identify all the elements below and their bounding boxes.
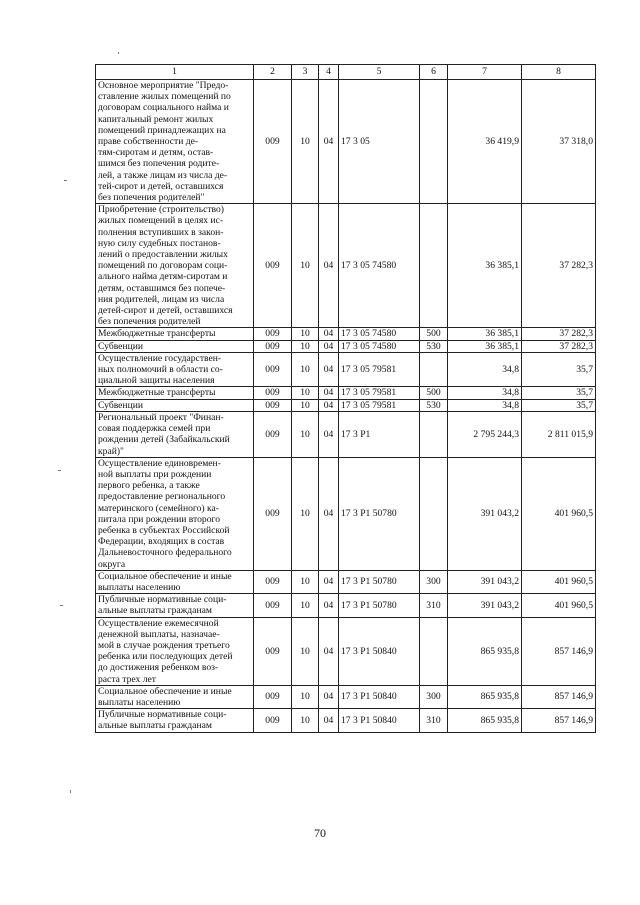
item-name-line: питала при рождении второго [98,513,220,525]
item-name-line: Публичные нормативные соци- [98,594,227,606]
cell-section: 10 [292,457,319,570]
cell-expense-type: 300 [420,685,448,708]
table-row [96,457,596,570]
cell-expense-type: 530 [420,340,448,352]
item-name-line: ния родителей, лицам из числа [98,293,225,305]
cell-ministry-code: 009 [254,594,292,617]
cell-amount-year2: 857 146,9 [522,617,596,685]
table-row [96,204,596,328]
cell-expense-type: 300 [420,570,448,593]
table-row [96,411,596,457]
item-name-line: тей-сирот и детей, оставшихся [98,180,224,192]
cell-subsection: 04 [319,399,339,411]
item-name-line: мой в случае рождения третьего [98,639,230,651]
cell-subsection: 04 [319,570,339,593]
cell-amount-year2: 857 146,9 [522,685,596,708]
cell-section: 10 [292,340,319,352]
cell-target-article: 17 3 05 74580 [339,204,420,328]
item-name-line: полнения вступивших в закон- [98,226,224,238]
column-header: 2 [254,65,292,80]
cell-expense-type [420,411,448,457]
cell-item-name [96,328,254,340]
cell-section: 10 [292,709,319,732]
cell-section: 10 [292,204,319,328]
cell-amount-year1: 36 385,1 [448,328,522,340]
item-name-line: материнского (семейного) ка- [98,502,219,514]
cell-ministry-code: 009 [254,709,292,732]
item-name-line: Приобретение (строительство) [98,204,224,216]
item-name-line: детям, оставшимся без попече- [98,282,226,294]
cell-ministry-code: 009 [254,411,292,457]
cell-subsection: 04 [319,685,339,708]
item-name-line: без попечения родителей [98,316,201,328]
item-name-line: без попечения родителей" [98,192,205,204]
cell-expense-type [420,457,448,570]
cell-amount-year1: 391 043,2 [448,570,522,593]
cell-subsection: 04 [319,411,339,457]
cell-target-article: 17 3 05 [339,80,420,204]
item-name-line: Субвенции [98,399,143,411]
cell-ministry-code: 009 [254,352,292,387]
cell-subsection: 04 [319,340,339,352]
column-header: 3 [292,65,319,80]
cell-amount-year1: 36 385,1 [448,340,522,352]
item-name-line: праве собственности де- [98,136,199,148]
cell-ministry-code: 009 [254,387,292,399]
cell-ministry-code: 009 [254,617,292,685]
scan-speck [58,470,61,471]
item-name-line: ной выплаты при рождении [98,468,212,480]
cell-ministry-code: 009 [254,685,292,708]
cell-subsection: 04 [319,204,339,328]
cell-target-article: 17 3 05 79581 [339,387,420,399]
cell-ministry-code: 009 [254,399,292,411]
table-row [96,617,596,685]
cell-amount-year1: 865 935,8 [448,685,522,708]
item-name-line: Основное мероприятие "Предо- [98,80,229,91]
item-name-line: ную силу судебных постанов- [98,237,221,249]
item-name-line: выплаты населению [98,581,181,593]
cell-ministry-code: 009 [254,204,292,328]
column-header: 5 [339,65,420,80]
item-name-line: Осуществление государствен- [98,352,222,364]
cell-target-article: 17 3 Р1 50840 [339,709,420,732]
cell-target-article: 17 3 Р1 [339,411,420,457]
cell-subsection: 04 [319,80,339,204]
cell-amount-year2: 37 282,3 [522,340,596,352]
item-name-line: ребенка в субъектах Российской [98,524,230,536]
cell-amount-year2: 857 146,9 [522,709,596,732]
cell-expense-type: 310 [420,709,448,732]
cell-subsection: 04 [319,617,339,685]
cell-ministry-code: 009 [254,80,292,204]
cell-expense-type: 530 [420,399,448,411]
cell-target-article: 17 3 05 74580 [339,340,420,352]
cell-amount-year1: 865 935,8 [448,709,522,732]
item-name-line: лений о предоставлении жилых [98,249,228,261]
cell-subsection: 04 [319,352,339,387]
budget-table [95,64,596,733]
cell-expense-type [420,352,448,387]
cell-section: 10 [292,685,319,708]
item-name-line: лей, а также лицам из числа де- [98,169,228,181]
cell-target-article: 17 3 Р1 50780 [339,457,420,570]
cell-expense-type: 500 [420,328,448,340]
scan-speck [60,605,63,606]
cell-amount-year2: 35,7 [522,399,596,411]
cell-item-name [96,399,254,411]
cell-subsection: 04 [319,709,339,732]
cell-amount-year1: 34,8 [448,387,522,399]
item-name-line: альные выплаты гражданам [98,605,212,617]
scan-speck [118,52,119,54]
item-name-line: Межбюджетные трансферты [98,328,216,340]
cell-expense-type [420,617,448,685]
column-header: 7 [448,65,522,80]
item-name-line: помещений принадлежащих на [98,124,226,136]
cell-item-name [96,204,254,328]
cell-section: 10 [292,399,319,411]
item-name-line: Дальневосточного федерального [98,547,232,559]
item-name-line: Межбюджетные трансферты [98,387,216,399]
item-name-line: ставление жилых помещений по [98,91,231,103]
cell-item-name [96,594,254,617]
table-row [96,709,596,732]
cell-item-name [96,685,254,708]
cell-amount-year1: 391 043,2 [448,457,522,570]
cell-target-article: 17 3 05 74580 [339,328,420,340]
item-name-line: Осуществление единовремен- [98,457,221,469]
cell-target-article: 17 3 Р1 50780 [339,594,420,617]
cell-item-name [96,570,254,593]
scan-speck [70,790,71,793]
table-body [96,80,596,733]
cell-amount-year2: 401 960,5 [522,457,596,570]
item-name-line: Социальное обеспечение и иные [98,685,232,697]
item-name-line: ального найма детям-сиротам и [98,271,228,283]
cell-target-article: 17 3 Р1 50780 [339,570,420,593]
cell-item-name [96,340,254,352]
item-name-line: ных полномочий в области со- [98,364,223,376]
item-name-line: ребенка или последующих детей [98,651,233,663]
item-name-line: предоставление регионального [98,491,226,503]
cell-ministry-code: 009 [254,328,292,340]
item-name-line: первого ребенка, а также [98,480,200,492]
table-row [96,685,596,708]
cell-target-article: 17 3 Р1 50840 [339,685,420,708]
item-name-line: детей-сирот и детей, оставшихся [98,305,233,317]
cell-amount-year1: 2 795 244,3 [448,411,522,457]
item-name-line: жилых помещений в целях ис- [98,215,224,227]
cell-expense-type [420,204,448,328]
cell-item-name [96,411,254,457]
cell-item-name [96,387,254,399]
cell-subsection: 04 [319,387,339,399]
cell-amount-year1: 36 385,1 [448,204,522,328]
table-row [96,570,596,593]
item-name-line: рождении детей (Забайкальский [98,434,230,446]
cell-ministry-code: 009 [254,457,292,570]
cell-item-name [96,352,254,387]
table-row [96,387,596,399]
table-header-row [96,65,596,80]
cell-amount-year2: 401 960,5 [522,594,596,617]
cell-target-article: 17 3 Р1 50840 [339,617,420,685]
cell-subsection: 04 [319,457,339,570]
cell-amount-year1: 865 935,8 [448,617,522,685]
cell-amount-year2: 37 282,3 [522,328,596,340]
cell-section: 10 [292,411,319,457]
cell-amount-year1: 391 043,2 [448,594,522,617]
item-name-line: Социальное обеспечение и иные [98,570,232,582]
cell-section: 10 [292,80,319,204]
cell-expense-type: 500 [420,387,448,399]
cell-ministry-code: 009 [254,570,292,593]
item-name-line: Осуществление ежемесячной [98,617,219,629]
cell-section: 10 [292,594,319,617]
item-name-line: тям-сиротам и детям, остав- [98,147,214,159]
item-name-line: раста трех лет [98,673,156,685]
item-name-line: Субвенции [98,340,143,352]
item-name-line: договорам социального найма и [98,102,229,114]
table-row [96,594,596,617]
item-name-line: циальной защиты населения [98,375,215,387]
cell-amount-year1: 34,8 [448,399,522,411]
item-name-line: выплаты населению [98,696,181,708]
table-row [96,80,596,204]
column-header: 6 [420,65,448,80]
cell-section: 10 [292,570,319,593]
cell-item-name [96,80,254,204]
item-name-line: совая поддержка семей при [98,423,211,435]
table-row [96,328,596,340]
item-name-line: Региональный проект "Финан- [98,411,224,423]
column-header: 1 [96,65,254,80]
item-name-line: край)" [98,445,124,457]
cell-amount-year2: 37 282,3 [522,204,596,328]
item-name-line: до достижения ребенком воз- [98,662,219,674]
cell-amount-year2: 37 318,0 [522,80,596,204]
table-row [96,399,596,411]
cell-item-name [96,457,254,570]
cell-ministry-code: 009 [254,340,292,352]
cell-subsection: 04 [319,328,339,340]
item-name-line: денежной выплаты, назначае- [98,628,220,640]
item-name-line: шимся без попечения родите- [98,158,220,170]
cell-amount-year1: 34,8 [448,352,522,387]
cell-section: 10 [292,352,319,387]
table-row [96,352,596,387]
cell-amount-year2: 35,7 [522,387,596,399]
item-name-line: альные выплаты гражданам [98,720,212,732]
cell-section: 10 [292,387,319,399]
item-name-line: округа [98,558,126,570]
item-name-line: капитальный ремонт жилых [98,113,214,125]
cell-item-name [96,709,254,732]
cell-amount-year2: 35,7 [522,352,596,387]
item-name-line: помещений по договорам соци- [98,260,228,272]
cell-section: 10 [292,617,319,685]
cell-amount-year2: 2 811 015,9 [522,411,596,457]
cell-expense-type [420,80,448,204]
cell-target-article: 17 3 05 79581 [339,399,420,411]
cell-amount-year2: 401 960,5 [522,570,596,593]
cell-expense-type: 310 [420,594,448,617]
cell-subsection: 04 [319,594,339,617]
cell-amount-year1: 36 419,9 [448,80,522,204]
page-number: 70 [314,826,326,840]
cell-section: 10 [292,328,319,340]
item-name-line: Федерации, входящих в состав [98,536,225,548]
scan-speck [64,180,67,181]
cell-target-article: 17 3 05 79581 [339,352,420,387]
column-header: 4 [319,65,339,80]
table-row [96,340,596,352]
cell-item-name [96,617,254,685]
item-name-line: Публичные нормативные соци- [98,709,227,721]
column-header: 8 [522,65,596,80]
